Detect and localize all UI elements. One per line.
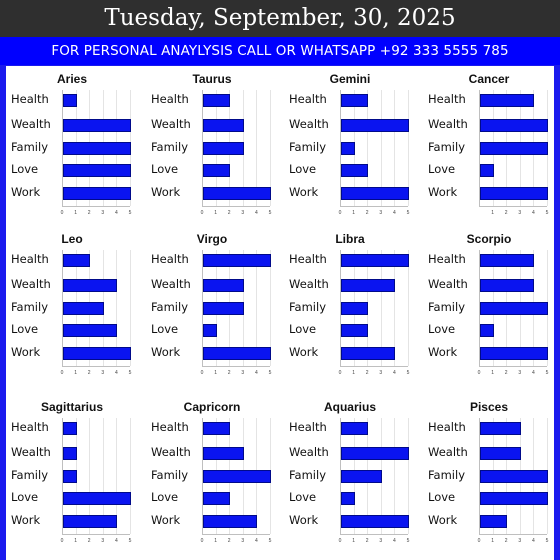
- x-axis-line: [202, 534, 270, 535]
- x-axis-line: [202, 206, 270, 207]
- bar-wealth: [480, 279, 534, 292]
- category-label: Wealth: [151, 117, 191, 131]
- x-tick-label: 2: [365, 538, 369, 544]
- bar-wealth: [480, 119, 548, 132]
- x-tick-label: 4: [115, 370, 118, 376]
- x-tick-label: 5: [268, 210, 272, 216]
- bar-health: [63, 94, 77, 107]
- x-tick-label: 5: [545, 210, 549, 216]
- category-label: Love: [151, 322, 179, 336]
- x-tick-label: 0: [200, 538, 204, 544]
- x-tick-label: 3: [101, 210, 105, 216]
- category-label: Love: [289, 162, 317, 176]
- category-label: Family: [428, 300, 466, 314]
- bar-work: [341, 515, 409, 528]
- x-tick-label: 2: [365, 370, 369, 376]
- chart-title: Pisces: [469, 400, 509, 414]
- category-label: Health: [428, 92, 466, 106]
- x-axis-line: [62, 366, 130, 367]
- category-label: Family: [151, 468, 189, 482]
- contact-banner: FOR PERSONAL ANAYLYSIS CALL OR WHATSAPP +92 333 5555 785: [0, 37, 560, 65]
- bar-wealth: [341, 447, 409, 460]
- category-label: Health: [11, 92, 49, 106]
- category-label: Wealth: [289, 277, 329, 291]
- x-tick-label: 0: [477, 538, 481, 544]
- x-tick-label: 5: [128, 370, 132, 376]
- bar-wealth: [203, 119, 244, 132]
- category-label: Family: [428, 140, 466, 154]
- category-label: Family: [289, 140, 327, 154]
- category-label: Health: [289, 420, 327, 434]
- category-label: Family: [289, 300, 327, 314]
- x-tick-label: 5: [128, 210, 132, 216]
- bar-health: [203, 422, 230, 435]
- x-tick-label: 0: [338, 210, 342, 216]
- bar-love: [480, 492, 548, 505]
- bar-family: [341, 302, 368, 315]
- category-label: Love: [428, 162, 456, 176]
- bar-wealth: [341, 279, 395, 292]
- x-tick-label: 1: [491, 210, 494, 216]
- category-label: Wealth: [11, 445, 51, 459]
- bar-work: [203, 347, 271, 360]
- category-label: Love: [11, 490, 39, 504]
- x-tick-label: 4: [115, 538, 118, 544]
- x-tick-label: 3: [101, 370, 105, 376]
- bar-wealth: [63, 119, 131, 132]
- bar-love: [63, 164, 131, 177]
- category-label: Work: [289, 345, 319, 359]
- bar-love: [63, 324, 117, 337]
- x-axis-line: [202, 366, 270, 367]
- x-tick-label: 4: [255, 210, 258, 216]
- chart-aries: [6, 72, 138, 232]
- bar-health: [203, 254, 271, 267]
- bar-work: [480, 515, 507, 528]
- category-label: Family: [11, 300, 49, 314]
- bar-family: [480, 470, 548, 483]
- x-tick-label: 3: [518, 210, 522, 216]
- bar-love: [341, 492, 355, 505]
- x-tick-label: 3: [518, 538, 522, 544]
- category-label: Health: [428, 420, 466, 434]
- category-label: Family: [428, 468, 466, 482]
- chart-sagittarius: [6, 400, 138, 560]
- x-tick-label: 1: [74, 370, 77, 376]
- bar-love: [480, 324, 494, 337]
- bar-love: [203, 492, 230, 505]
- x-tick-label: 2: [227, 210, 231, 216]
- x-tick-label: 1: [491, 538, 494, 544]
- category-label: Work: [151, 345, 181, 359]
- x-tick-label: 4: [393, 210, 396, 216]
- bar-work: [203, 515, 257, 528]
- x-tick-label: 2: [504, 538, 508, 544]
- x-axis-line: [62, 534, 130, 535]
- category-label: Wealth: [428, 117, 468, 131]
- category-label: Family: [11, 140, 49, 154]
- x-tick-label: 0: [60, 370, 64, 376]
- x-tick-label: 0: [200, 210, 204, 216]
- chart-title: Leo: [61, 232, 83, 246]
- bar-work: [63, 347, 131, 360]
- x-tick-label: 3: [101, 538, 105, 544]
- category-label: Love: [428, 322, 456, 336]
- category-label: Family: [151, 140, 189, 154]
- category-label: Work: [289, 185, 319, 199]
- x-tick-label: 1: [352, 370, 355, 376]
- x-tick-label: 1: [74, 538, 77, 544]
- bar-wealth: [480, 447, 521, 460]
- x-tick-label: 4: [393, 370, 396, 376]
- category-label: Love: [289, 322, 317, 336]
- chart-title: Capricorn: [183, 400, 241, 414]
- x-tick-label: 1: [352, 538, 355, 544]
- category-label: Health: [289, 92, 327, 106]
- bar-wealth: [203, 447, 244, 460]
- bar-health: [341, 422, 368, 435]
- category-label: Health: [11, 420, 49, 434]
- x-tick-label: 4: [532, 538, 535, 544]
- x-tick-label: 2: [87, 370, 91, 376]
- bar-family: [203, 142, 244, 155]
- x-tick-label: 2: [365, 210, 369, 216]
- bar-work: [63, 515, 117, 528]
- x-tick-label: 1: [352, 210, 355, 216]
- bar-health: [63, 254, 90, 267]
- page-title: Tuesday, September, 30, 2025: [0, 0, 560, 37]
- x-tick-label: 4: [532, 370, 535, 376]
- category-label: Love: [289, 490, 317, 504]
- category-label: Family: [289, 468, 327, 482]
- category-label: Love: [11, 162, 39, 176]
- chart-title: Virgo: [196, 232, 228, 246]
- category-label: Family: [151, 300, 189, 314]
- bar-work: [480, 347, 548, 360]
- bar-family: [63, 470, 77, 483]
- x-axis-line: [479, 206, 547, 207]
- category-label: Work: [11, 513, 41, 527]
- x-tick-label: 4: [255, 370, 258, 376]
- bar-love: [341, 324, 368, 337]
- x-tick-label: 5: [268, 538, 272, 544]
- category-label: Health: [151, 92, 189, 106]
- bar-work: [341, 347, 395, 360]
- bar-family: [480, 302, 548, 315]
- x-tick-label: 4: [255, 538, 258, 544]
- x-tick-label: 3: [379, 210, 383, 216]
- chart-capricorn: [146, 400, 278, 560]
- x-tick-label: 1: [74, 210, 77, 216]
- x-tick-label: 4: [393, 538, 396, 544]
- x-tick-label: 5: [406, 538, 410, 544]
- bar-love: [480, 164, 494, 177]
- bar-wealth: [63, 279, 117, 292]
- x-tick-label: 3: [379, 538, 383, 544]
- chart-pisces: [423, 400, 555, 560]
- category-label: Work: [11, 185, 41, 199]
- x-tick-label: 3: [241, 538, 245, 544]
- x-tick-label: 0: [60, 210, 64, 216]
- category-label: Wealth: [11, 277, 51, 291]
- x-tick-label: 5: [406, 370, 410, 376]
- category-label: Health: [151, 420, 189, 434]
- bar-work: [341, 187, 409, 200]
- chart-title: Taurus: [192, 72, 232, 86]
- category-label: Work: [428, 345, 458, 359]
- horoscope-charts-grid: [6, 66, 554, 560]
- x-tick-label: 1: [491, 370, 494, 376]
- x-axis-line: [479, 366, 547, 367]
- bar-family: [341, 470, 382, 483]
- x-tick-label: 1: [214, 538, 217, 544]
- x-tick-label: 2: [504, 370, 508, 376]
- category-label: Work: [289, 513, 319, 527]
- bar-family: [203, 470, 271, 483]
- bar-health: [480, 254, 534, 267]
- category-label: Work: [428, 185, 458, 199]
- x-tick-label: 5: [545, 370, 549, 376]
- chart-title: Aquarius: [323, 400, 376, 414]
- bar-family: [63, 142, 131, 155]
- chart-title: Libra: [335, 232, 365, 246]
- bar-love: [341, 164, 368, 177]
- x-tick-label: 0: [200, 370, 204, 376]
- chart-title: Sagittarius: [40, 400, 103, 414]
- category-label: Work: [151, 513, 181, 527]
- chart-title: Cancer: [468, 72, 510, 86]
- bar-love: [63, 492, 131, 505]
- x-tick-label: 2: [227, 370, 231, 376]
- x-tick-label: 3: [518, 370, 522, 376]
- category-label: Love: [428, 490, 456, 504]
- category-label: Work: [11, 345, 41, 359]
- chart-gemini: [284, 72, 416, 232]
- chart-title: Gemini: [329, 72, 371, 86]
- x-tick-label: 4: [532, 210, 535, 216]
- category-label: Wealth: [11, 117, 51, 131]
- bar-work: [480, 187, 548, 200]
- category-label: Love: [151, 162, 179, 176]
- bar-wealth: [203, 279, 244, 292]
- x-tick-label: 2: [504, 210, 508, 216]
- chart-cancer: [423, 72, 555, 232]
- x-tick-label: 0: [60, 538, 64, 544]
- category-label: Work: [151, 185, 181, 199]
- bar-health: [63, 422, 77, 435]
- x-tick-label: 5: [268, 370, 272, 376]
- bar-health: [480, 422, 521, 435]
- gridline: [130, 418, 131, 534]
- category-label: Wealth: [289, 445, 329, 459]
- bar-health: [341, 94, 368, 107]
- category-label: Wealth: [151, 277, 191, 291]
- chart-aquarius: [284, 400, 416, 560]
- x-axis-line: [340, 534, 408, 535]
- x-tick-label: 5: [406, 210, 410, 216]
- category-label: Family: [11, 468, 49, 482]
- x-tick-label: 2: [87, 210, 91, 216]
- chart-taurus: [146, 72, 278, 232]
- x-tick-label: 3: [241, 210, 245, 216]
- chart-leo: [6, 232, 138, 392]
- x-tick-label: 2: [87, 538, 91, 544]
- bar-love: [203, 164, 230, 177]
- category-label: Wealth: [289, 117, 329, 131]
- category-label: Work: [428, 513, 458, 527]
- bar-wealth: [63, 447, 77, 460]
- category-label: Health: [428, 252, 466, 266]
- chart-title: Scorpio: [466, 232, 512, 246]
- bar-work: [203, 187, 271, 200]
- bar-health: [203, 94, 230, 107]
- x-axis-line: [62, 206, 130, 207]
- x-axis-line: [340, 366, 408, 367]
- category-label: Health: [151, 252, 189, 266]
- x-tick-label: 0: [477, 370, 481, 376]
- x-tick-label: 5: [128, 538, 132, 544]
- category-label: Love: [151, 490, 179, 504]
- x-axis-line: [479, 534, 547, 535]
- x-tick-label: 0: [338, 370, 342, 376]
- bar-health: [341, 254, 409, 267]
- bar-health: [480, 94, 534, 107]
- x-tick-label: 4: [115, 210, 118, 216]
- bar-family: [480, 142, 548, 155]
- x-tick-label: 0: [338, 538, 342, 544]
- category-label: Health: [11, 252, 49, 266]
- x-tick-label: 2: [227, 538, 231, 544]
- gridline: [408, 250, 409, 366]
- category-label: Wealth: [151, 445, 191, 459]
- category-label: Health: [289, 252, 327, 266]
- bar-love: [203, 324, 217, 337]
- x-tick-label: 3: [241, 370, 245, 376]
- x-tick-label: 5: [545, 538, 549, 544]
- category-label: Wealth: [428, 277, 468, 291]
- x-axis-line: [340, 206, 408, 207]
- chart-libra: [284, 232, 416, 392]
- bar-family: [203, 302, 244, 315]
- x-tick-label: 1: [214, 370, 217, 376]
- chart-virgo: [146, 232, 278, 392]
- bar-wealth: [341, 119, 409, 132]
- x-tick-label: 3: [379, 370, 383, 376]
- bar-family: [63, 302, 104, 315]
- x-tick-label: 1: [214, 210, 217, 216]
- category-label: Love: [11, 322, 39, 336]
- chart-title: Aries: [56, 72, 88, 86]
- bar-family: [341, 142, 355, 155]
- chart-scorpio: [423, 232, 555, 392]
- bar-work: [63, 187, 131, 200]
- category-label: Wealth: [428, 445, 468, 459]
